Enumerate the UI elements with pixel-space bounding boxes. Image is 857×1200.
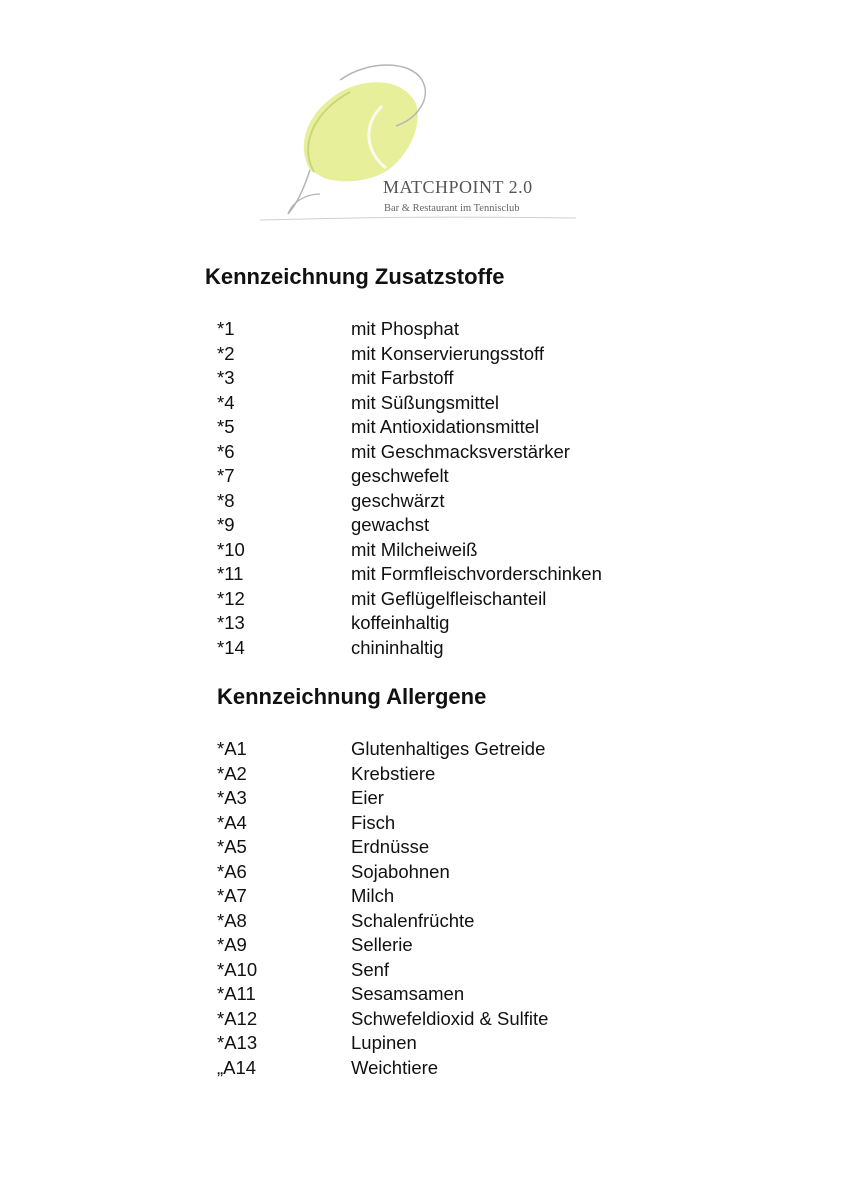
item-label: chininhaltig <box>351 636 444 658</box>
item-code: *10 <box>217 538 245 560</box>
item-label: mit Farbstoff <box>351 367 454 388</box>
item-code: *6 <box>217 440 235 462</box>
item-label: Sesamsamen <box>351 983 465 1004</box>
item-code: *A12 <box>217 1007 258 1029</box>
item-label: Weichtiere <box>351 1056 439 1078</box>
item-label: geschwefelt <box>351 465 449 486</box>
list-item <box>0 538 857 563</box>
item-label: mit Formfleischvorderschinken <box>351 563 602 584</box>
item-label: Glutenhaltiges Getreide <box>351 738 546 759</box>
item-label: Eier <box>351 787 384 808</box>
additives-list <box>0 317 857 660</box>
item-label: geschwärzt <box>351 489 445 511</box>
additives-heading: Kennzeichnung Zusatzstoffe <box>205 264 505 289</box>
item-code: *A10 <box>217 958 258 980</box>
item-code: *11 <box>217 563 244 584</box>
list-item <box>0 737 857 762</box>
list-item <box>0 786 857 811</box>
list-item <box>0 762 857 787</box>
tennis-ball-logo-icon <box>258 52 578 224</box>
item-code: *A11 <box>217 983 256 1004</box>
item-label: Krebstiere <box>351 762 436 784</box>
item-code: „A14 <box>217 1056 257 1078</box>
list-item <box>0 958 857 983</box>
item-code: *2 <box>217 342 235 364</box>
item-label: Schwefeldioxid & Sulfite <box>351 1007 549 1029</box>
list-item <box>0 317 857 342</box>
list-item <box>0 587 857 612</box>
item-code: *A6 <box>217 860 247 882</box>
item-code: *14 <box>217 636 245 658</box>
list-item <box>0 562 857 587</box>
list-item <box>0 489 857 514</box>
list-item <box>0 933 857 958</box>
list-item <box>0 811 857 836</box>
item-code: *4 <box>217 391 235 413</box>
list-item <box>0 860 857 885</box>
item-code: *A3 <box>217 787 247 808</box>
item-code: *7 <box>217 465 235 486</box>
item-label: mit Konservierungsstoff <box>351 342 544 364</box>
item-code: *A5 <box>217 836 247 857</box>
item-label: Sojabohnen <box>351 860 450 882</box>
item-code: *A1 <box>217 738 247 759</box>
item-code: *A2 <box>217 762 247 784</box>
list-item <box>0 636 857 661</box>
item-label: mit Geflügelfleischanteil <box>351 587 547 609</box>
item-label: Erdnüsse <box>351 836 430 857</box>
item-code: *A8 <box>217 909 247 931</box>
item-label: Milch <box>351 885 395 906</box>
list-item <box>0 464 857 489</box>
list-item <box>0 342 857 367</box>
list-item <box>0 1056 857 1081</box>
list-item <box>0 611 857 636</box>
logo-title: MATCHPOINT 2.0 <box>383 177 533 197</box>
item-code: *9 <box>217 514 235 535</box>
item-label: Senf <box>351 958 390 980</box>
item-code: *A9 <box>217 934 247 955</box>
logo-tagline: Bar & Restaurant im Tennisclub <box>384 203 520 214</box>
item-code: *1 <box>217 318 235 339</box>
item-label: koffeinhaltig <box>351 612 450 633</box>
list-item <box>0 415 857 440</box>
list-item <box>0 835 857 860</box>
list-item <box>0 440 857 465</box>
item-code: *A4 <box>217 811 247 833</box>
item-code: *A7 <box>217 885 247 906</box>
item-code: *3 <box>217 367 235 388</box>
item-label: mit Milcheiweiß <box>351 538 478 560</box>
allergens-heading: Kennzeichnung Allergene <box>217 684 487 709</box>
item-label: mit Antioxidationsmittel <box>351 416 540 437</box>
item-code: *8 <box>217 489 235 511</box>
list-item <box>0 513 857 538</box>
item-label: Lupinen <box>351 1032 417 1053</box>
item-label: gewachst <box>351 514 430 535</box>
list-item <box>0 909 857 934</box>
item-code: *5 <box>217 416 235 437</box>
item-code: *13 <box>217 612 245 633</box>
allergens-list <box>0 737 857 1080</box>
list-item <box>0 1007 857 1032</box>
item-label: mit Süßungsmittel <box>351 391 500 413</box>
item-code: *12 <box>217 587 245 609</box>
list-item <box>0 366 857 391</box>
item-label: Schalenfrüchte <box>351 909 475 931</box>
list-item <box>0 391 857 416</box>
item-label: Sellerie <box>351 934 413 955</box>
list-item <box>0 884 857 909</box>
logo <box>258 52 578 224</box>
list-item <box>0 982 857 1007</box>
item-label: mit Geschmacksverstärker <box>351 440 570 462</box>
item-code: *A13 <box>217 1032 258 1053</box>
list-item <box>0 1031 857 1056</box>
item-label: Fisch <box>351 811 396 833</box>
item-label: mit Phosphat <box>351 318 459 339</box>
